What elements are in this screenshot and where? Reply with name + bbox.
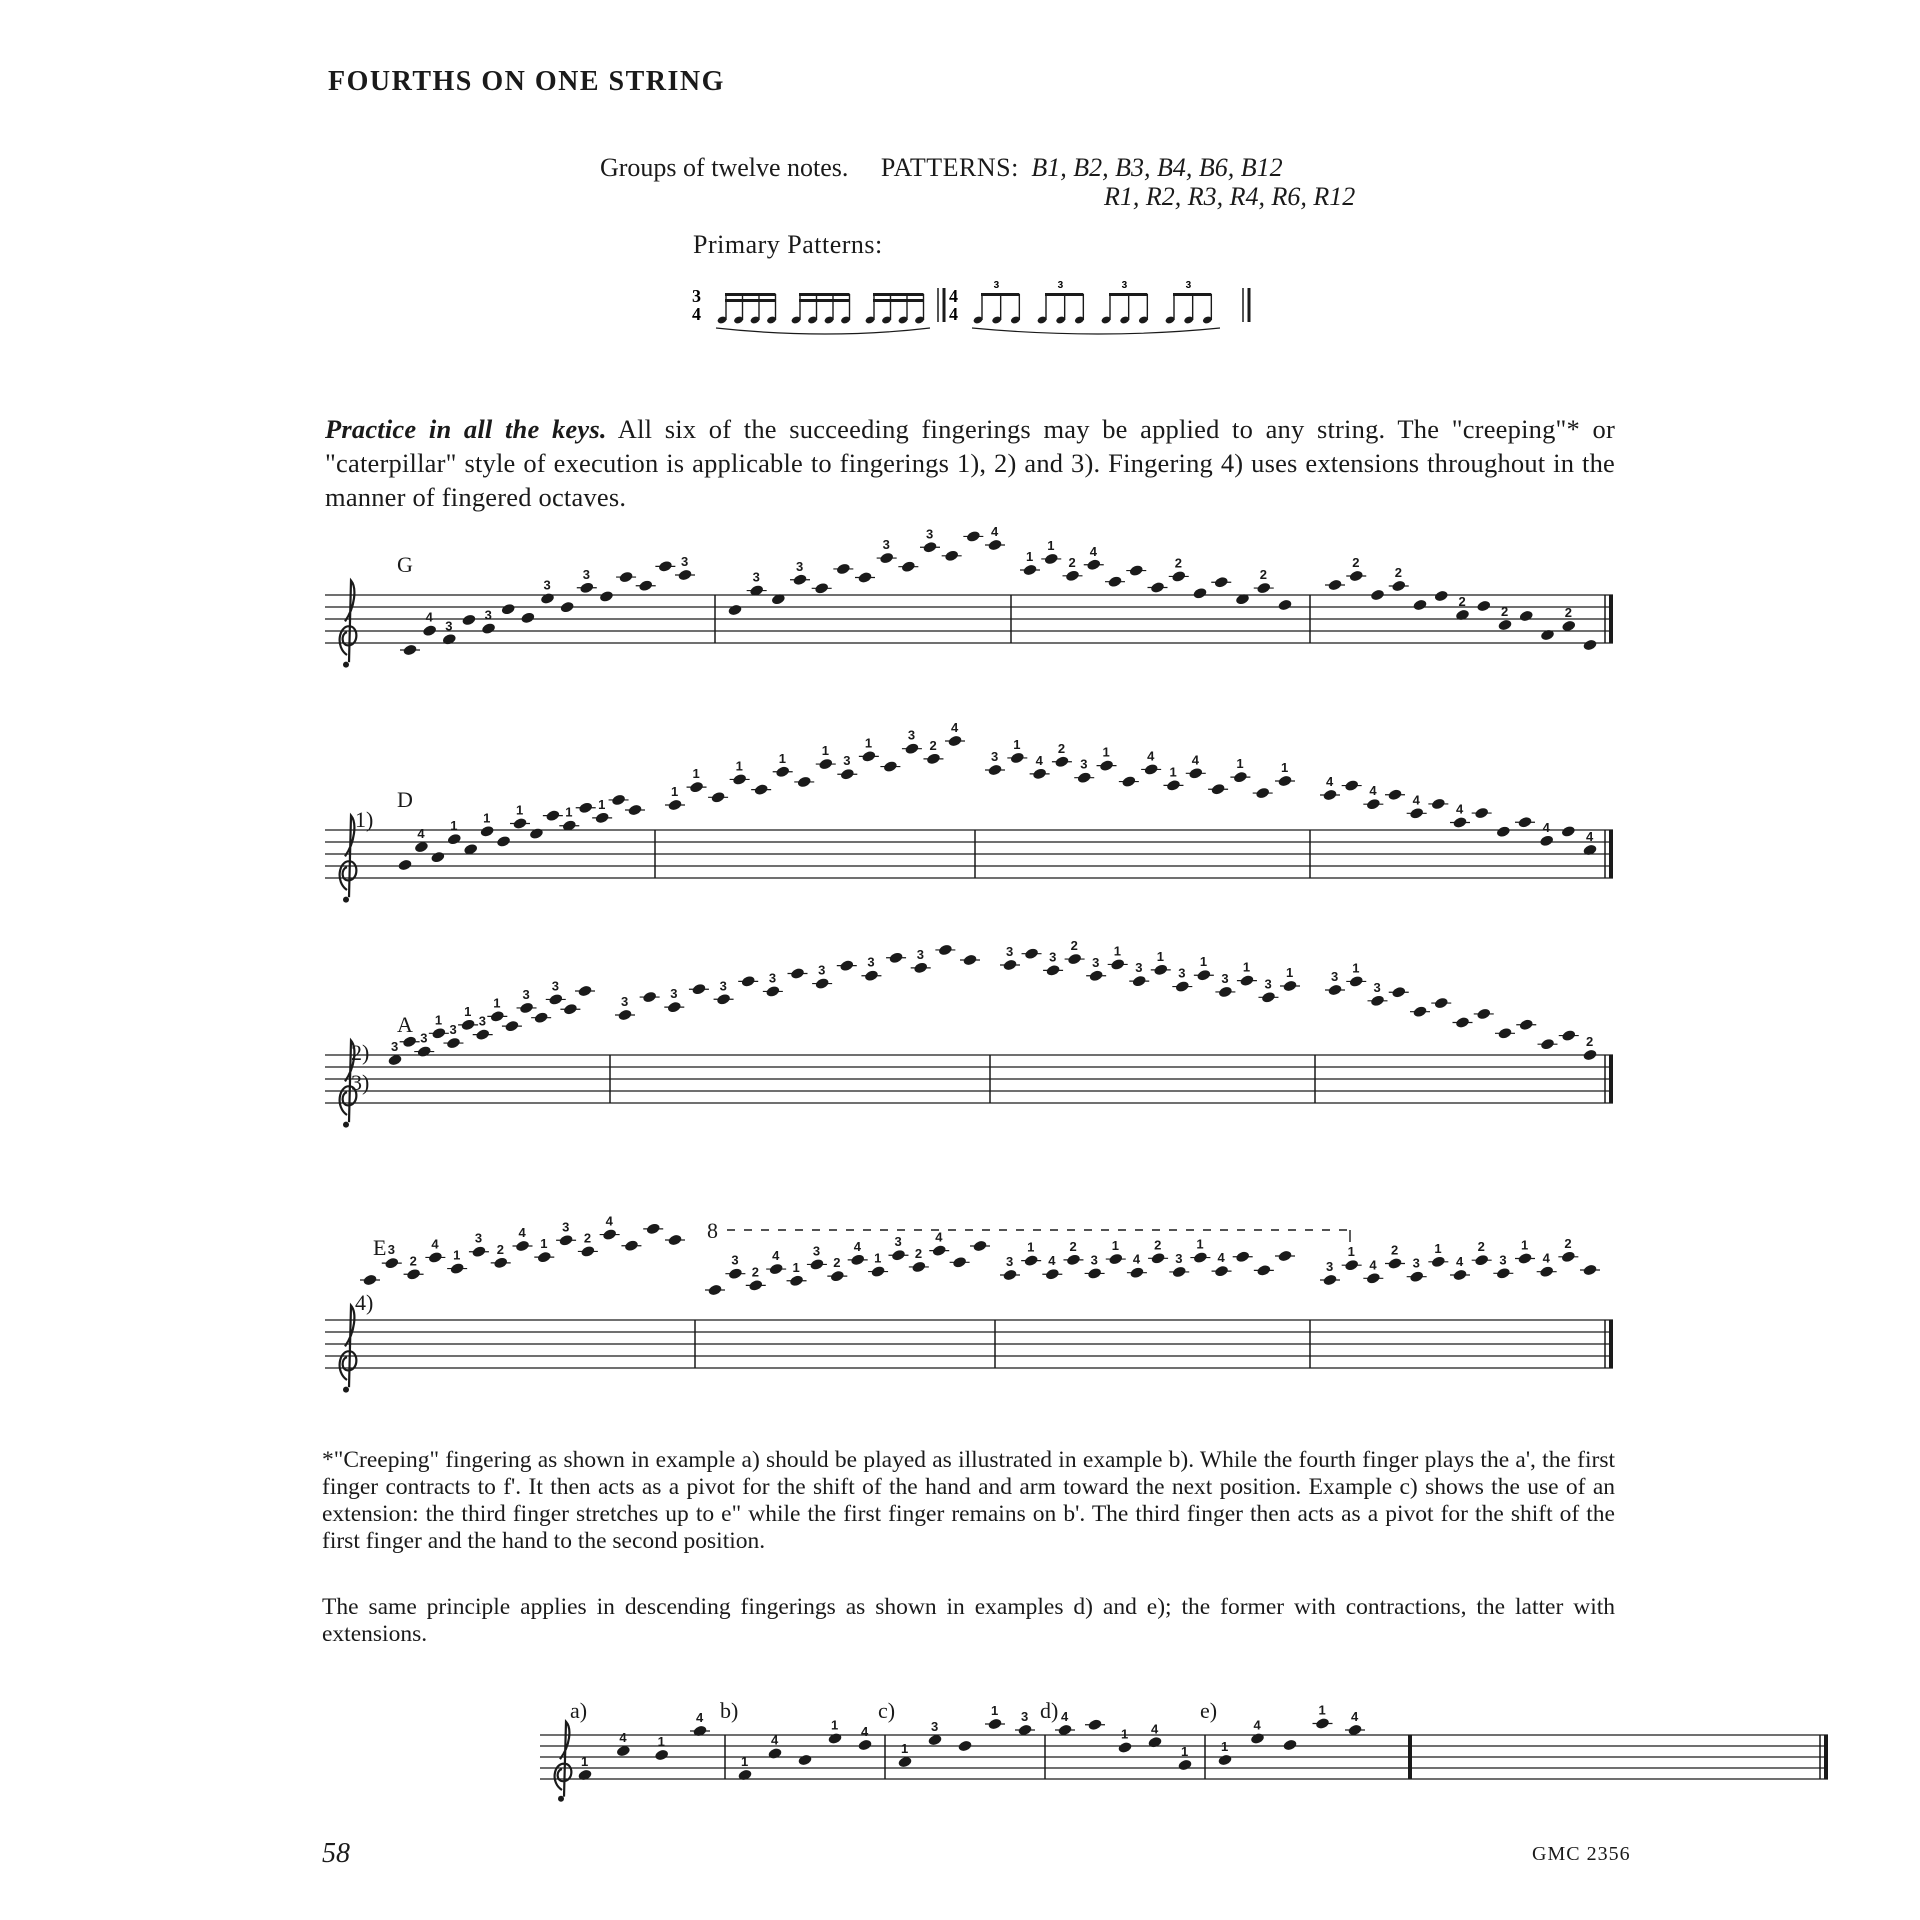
fingering-number: 1 bbox=[991, 1703, 999, 1718]
fingering-number: 3 bbox=[478, 1013, 486, 1029]
fingering-number: 1 bbox=[1169, 764, 1177, 780]
note-head bbox=[559, 601, 574, 614]
note-head bbox=[1497, 618, 1512, 631]
fingering-number: 4 bbox=[951, 720, 959, 735]
note-head bbox=[1582, 1048, 1597, 1061]
fingering-number: 4 bbox=[1586, 829, 1594, 844]
note-head bbox=[1147, 1736, 1162, 1749]
fingering-number: 3 bbox=[1090, 1252, 1098, 1268]
staff-key-label: D bbox=[397, 787, 413, 812]
fingering-label-4: 4) bbox=[355, 1290, 374, 1315]
fingering-number: 2 bbox=[1564, 605, 1572, 620]
fingering-number: 3 bbox=[387, 1242, 396, 1258]
fingering-number: 2 bbox=[1391, 1242, 1399, 1258]
fingering-number: 4 bbox=[1456, 801, 1464, 817]
fingering-number: 3 bbox=[445, 618, 453, 634]
fingering-number: 4 bbox=[425, 609, 433, 625]
fingering-number: 2 bbox=[1501, 604, 1509, 619]
note-head bbox=[1412, 598, 1427, 611]
note-head bbox=[447, 833, 462, 846]
note-head bbox=[481, 622, 496, 635]
fingering-number: 2 bbox=[1057, 740, 1066, 756]
note-head bbox=[599, 590, 614, 603]
fingering-number: 4 bbox=[935, 1229, 943, 1245]
fingering-number: 1 bbox=[1347, 1244, 1355, 1260]
fingering-number: 1 bbox=[1013, 736, 1021, 752]
note-head bbox=[529, 827, 544, 840]
fingering-number: 1 bbox=[792, 1259, 800, 1275]
fingering-number: 3 bbox=[1499, 1252, 1507, 1268]
fingering-number: 4 bbox=[1542, 819, 1550, 835]
music-staff-g bbox=[325, 524, 1615, 690]
treble-clef bbox=[340, 1306, 357, 1388]
fingering-number: 3 bbox=[1412, 1255, 1420, 1271]
note-head bbox=[767, 1747, 782, 1760]
fingering-number: 1 bbox=[657, 1734, 665, 1749]
example-label-a: a) bbox=[570, 1698, 588, 1723]
fingering-number: 3 bbox=[1006, 944, 1014, 959]
patterns-b: B1, B2, B3, B4, B6, B12 bbox=[1031, 153, 1283, 182]
fingering-number: 4 bbox=[1132, 1251, 1141, 1267]
fingering-number: 2 bbox=[1394, 565, 1402, 580]
fingering-number: 4 bbox=[1061, 1709, 1069, 1724]
footnote-1: *"Creeping" fingering as shown in example a) should be played as illustrated in example b). While the fourth finger plays the a', the first finger contracts to f'. It then acts as a pivot for the shift of the hand and arm toward the next position. Example c) shows the use of an extension: the third finger stretches up to e" while the first finger remains on b'. The third finger then acts as a pivot for the shift of the first finger and the hand to the second position. bbox=[322, 1447, 1615, 1554]
fingering-number: 2 bbox=[1259, 567, 1267, 583]
fingering-number: 3 bbox=[681, 554, 689, 569]
fingering-number: 2 bbox=[1352, 555, 1360, 570]
note-head bbox=[797, 1753, 812, 1766]
note-head bbox=[1582, 638, 1597, 651]
fingering-number: 3 bbox=[449, 1022, 457, 1038]
time-sig-2-top: 4 bbox=[949, 286, 958, 306]
fingering-number: 2 bbox=[1564, 1235, 1572, 1251]
note-head bbox=[654, 1748, 669, 1761]
groups-line bbox=[600, 153, 1283, 183]
fingering-number: 2 bbox=[914, 1245, 923, 1261]
note-head bbox=[520, 611, 535, 624]
music-staff-d bbox=[325, 720, 1615, 895]
note-head bbox=[857, 1738, 872, 1751]
fingering-number: 4 bbox=[431, 1236, 439, 1252]
fingering-number: 3 bbox=[1049, 949, 1057, 965]
fingering-number: 3 bbox=[1221, 970, 1229, 986]
fingering-number: 3 bbox=[1178, 965, 1186, 981]
note-head bbox=[1117, 1741, 1132, 1754]
note-head bbox=[1250, 1732, 1265, 1745]
note-head bbox=[957, 1739, 972, 1752]
fingering-number: 1 bbox=[1281, 760, 1289, 775]
fingering-number: 1 bbox=[1113, 943, 1121, 959]
triplet-mark: 3 bbox=[1121, 280, 1128, 291]
fingering-label-1: 1) bbox=[355, 807, 374, 832]
fingering-number: 2 bbox=[1477, 1239, 1485, 1255]
note-head bbox=[1192, 587, 1207, 600]
fingering-number: 4 bbox=[1253, 1717, 1261, 1733]
fingering-number: 1 bbox=[483, 810, 491, 826]
treble-clef bbox=[555, 1722, 572, 1797]
fingering-number: 4 bbox=[619, 1730, 627, 1745]
fingering-number: 3 bbox=[543, 577, 551, 593]
fingering-number: 1 bbox=[1111, 1238, 1120, 1254]
treble-clef bbox=[340, 816, 357, 898]
fingering-number: 3 bbox=[719, 978, 727, 994]
catalog-code: GMC 2356 bbox=[1532, 1843, 1631, 1865]
note-head bbox=[461, 613, 476, 626]
note-head bbox=[501, 603, 516, 616]
fingering-number: 3 bbox=[926, 526, 934, 542]
fingering-number: 1 bbox=[1102, 744, 1110, 760]
note-head bbox=[422, 624, 437, 637]
fingering-number: 1 bbox=[671, 784, 679, 799]
fingering-number: 1 bbox=[516, 802, 524, 818]
patterns-label: PATTERNS: bbox=[880, 153, 1019, 182]
fingering-number: 1 bbox=[1286, 965, 1294, 980]
note-head bbox=[1539, 834, 1554, 847]
fingering-number: 3 bbox=[752, 569, 760, 585]
fingering-number: 1 bbox=[493, 995, 501, 1011]
fingering-number: 4 bbox=[1412, 792, 1420, 808]
fingering-number: 1 bbox=[598, 796, 606, 812]
fingering-number: 3 bbox=[991, 749, 999, 764]
fingering-number: 4 bbox=[1147, 748, 1155, 764]
note-head bbox=[479, 825, 494, 838]
fingering-number: 1 bbox=[741, 1754, 749, 1769]
fingering-number: 1 bbox=[1236, 756, 1244, 772]
fingering-number: 3 bbox=[1092, 954, 1100, 970]
fingering-number: 2 bbox=[496, 1241, 504, 1257]
example-label-d: d) bbox=[1040, 1698, 1059, 1723]
note-head bbox=[430, 851, 445, 864]
fingering-number: 2 bbox=[1174, 555, 1182, 571]
fingering-number: 3 bbox=[768, 970, 777, 986]
note-head bbox=[496, 835, 511, 848]
fingering-number: 3 bbox=[551, 978, 560, 994]
fingering-number: 4 bbox=[1035, 752, 1043, 768]
fingering-number: 4 bbox=[1048, 1253, 1056, 1269]
fingering-number: 1 bbox=[1521, 1237, 1529, 1253]
page-title: FOURTHS ON ONE STRING bbox=[328, 66, 725, 97]
fingering-number: 3 bbox=[1331, 969, 1339, 984]
staff-key-label: E bbox=[373, 1235, 387, 1260]
music-staff-a bbox=[325, 938, 1615, 1130]
note-head bbox=[1561, 825, 1576, 838]
example-label-e: e) bbox=[1200, 1698, 1218, 1723]
fingering-number: 4 bbox=[1456, 1254, 1464, 1269]
fingering-number: 1 bbox=[821, 743, 830, 759]
treble-clef bbox=[340, 581, 357, 663]
fingering-number: 1 bbox=[864, 735, 873, 751]
fingering-number: 3 bbox=[731, 1252, 739, 1268]
note-head bbox=[1282, 1738, 1297, 1751]
note-head bbox=[1519, 609, 1534, 622]
music-staff-e bbox=[325, 1210, 1615, 1380]
fingering-label-2: 2) bbox=[351, 1040, 370, 1065]
fingering-number: 3 bbox=[1021, 1709, 1029, 1724]
fingering-number: 2 bbox=[1586, 1034, 1594, 1049]
fingering-number: 3 bbox=[1006, 1254, 1014, 1269]
fingering-number: 1 bbox=[1121, 1726, 1129, 1742]
fingering-number: 2 bbox=[929, 737, 937, 753]
fingering-number: 4 bbox=[1326, 774, 1334, 789]
fingering-number: 3 bbox=[796, 558, 804, 574]
note-head bbox=[397, 858, 412, 871]
fingering-number: 1 bbox=[1221, 1739, 1229, 1754]
fingering-number: 2 bbox=[1070, 938, 1078, 954]
fingering-number: 4 bbox=[417, 826, 425, 842]
fingering-number: 4 bbox=[772, 1248, 780, 1264]
fingering-number: 3 bbox=[1373, 979, 1381, 995]
staff-key-label: G bbox=[397, 552, 413, 577]
fingering-number: 2 bbox=[1154, 1237, 1162, 1253]
fingering-number: 3 bbox=[391, 1039, 399, 1054]
fingering-number: 1 bbox=[464, 1003, 472, 1019]
primary-patterns-figure bbox=[690, 280, 1270, 340]
fingering-number: 4 bbox=[1151, 1721, 1159, 1737]
triplet-mark: 3 bbox=[993, 280, 1000, 291]
fingering-number: 1 bbox=[1196, 1236, 1204, 1252]
groups-text: Groups of twelve notes. bbox=[600, 153, 849, 182]
fingering-number: 3 bbox=[1264, 976, 1272, 992]
fingering-number: 3 bbox=[1326, 1259, 1334, 1274]
fingering-number: 3 bbox=[916, 946, 924, 962]
primary-patterns-label: Primary Patterns: bbox=[693, 230, 883, 259]
fingering-number: 4 bbox=[861, 1724, 869, 1739]
note-head bbox=[1434, 589, 1449, 602]
note-head bbox=[1217, 1753, 1232, 1766]
fingering-number: 1 bbox=[1199, 954, 1208, 970]
fingering-number: 4 bbox=[518, 1225, 526, 1240]
fingering-number: 3 bbox=[1175, 1250, 1183, 1266]
footnote-2: The same principle applies in descending fingerings as shown in examples d) and e); the former with contractions, the latter with extensions. bbox=[322, 1594, 1615, 1647]
fingering-number: 3 bbox=[843, 753, 851, 769]
fingering-number: 4 bbox=[1351, 1709, 1359, 1724]
fingering-number: 1 bbox=[434, 1012, 443, 1028]
note-head bbox=[1496, 825, 1511, 838]
intro-paragraph bbox=[325, 412, 1615, 514]
time-sig-2-bottom: 4 bbox=[949, 304, 958, 324]
fingering-number: 4 bbox=[1217, 1250, 1225, 1266]
fingering-number: 1 bbox=[1352, 960, 1360, 976]
staff-key-label: A bbox=[397, 1012, 413, 1037]
fingering-number: 4 bbox=[1369, 1257, 1377, 1273]
fingering-number: 3 bbox=[882, 537, 890, 553]
fingering-number: 1 bbox=[540, 1236, 548, 1252]
example-label-c: c) bbox=[878, 1698, 896, 1723]
fingering-number: 3 bbox=[474, 1230, 483, 1246]
fingering-number: 1 bbox=[453, 1247, 461, 1263]
fingering-number: 3 bbox=[670, 986, 678, 1002]
ottava-mark: 8 bbox=[707, 1218, 718, 1243]
fingering-number: 1 bbox=[450, 818, 458, 834]
fingering-number: 2 bbox=[583, 1230, 592, 1246]
fingering-number: 1 bbox=[1318, 1702, 1326, 1718]
fingering-number: 1 bbox=[901, 1741, 909, 1756]
note-head bbox=[1177, 1758, 1192, 1771]
fingering-number: 3 bbox=[562, 1219, 570, 1235]
fingering-number: 3 bbox=[484, 607, 492, 623]
fingering-number: 3 bbox=[907, 727, 916, 743]
fingering-number: 3 bbox=[621, 994, 629, 1009]
fingering-number: 3 bbox=[812, 1243, 821, 1259]
time-sig-1-bottom: 4 bbox=[692, 304, 701, 324]
fingering-number: 2 bbox=[1068, 554, 1076, 570]
note-head bbox=[1370, 588, 1385, 601]
fingering-number: 1 bbox=[1156, 948, 1165, 964]
examples-staff bbox=[540, 1690, 1420, 1810]
time-sig-1-top: 3 bbox=[692, 286, 701, 306]
fingering-number: 1 bbox=[581, 1754, 589, 1769]
fingering-number: 3 bbox=[522, 986, 530, 1002]
triplet-mark: 3 bbox=[1185, 280, 1192, 291]
fingering-number: 1 bbox=[692, 766, 700, 782]
fingering-number: 2 bbox=[409, 1253, 417, 1269]
fingering-number: 1 bbox=[874, 1250, 882, 1266]
note-head bbox=[1277, 598, 1292, 611]
fingering-label-3: 3) bbox=[351, 1070, 370, 1095]
fingering-number: 4 bbox=[605, 1213, 613, 1229]
fingering-number: 4 bbox=[991, 524, 999, 539]
fingering-number: 1 bbox=[1181, 1744, 1189, 1759]
fingering-number: 2 bbox=[1069, 1238, 1077, 1254]
fingering-number: 3 bbox=[1135, 960, 1143, 976]
example-label-b: b) bbox=[720, 1698, 739, 1723]
fingering-number: 2 bbox=[833, 1255, 841, 1271]
fingering-number: 1 bbox=[735, 758, 743, 774]
fingering-number: 4 bbox=[771, 1732, 779, 1748]
fingering-number: 1 bbox=[1434, 1240, 1442, 1256]
fingering-number: 4 bbox=[1542, 1250, 1550, 1266]
fingering-number: 4 bbox=[696, 1710, 704, 1725]
fingering-number: 1 bbox=[1242, 959, 1251, 975]
fingering-number: 3 bbox=[1080, 756, 1088, 772]
fingering-number: 1 bbox=[778, 750, 786, 766]
note-head bbox=[1476, 599, 1491, 612]
note-head bbox=[827, 1732, 842, 1745]
triplet-mark: 3 bbox=[1057, 280, 1064, 291]
fingering-number: 1 bbox=[565, 804, 573, 820]
fingering-number: 3 bbox=[894, 1234, 902, 1250]
note-head bbox=[442, 633, 457, 646]
fingering-number: 4 bbox=[1191, 752, 1200, 768]
fingering-number: 2 bbox=[1458, 594, 1466, 609]
fingering-number: 1 bbox=[831, 1717, 839, 1733]
fingering-number: 3 bbox=[931, 1719, 939, 1734]
fingering-number: 3 bbox=[420, 1030, 428, 1046]
patterns-r: R1, R2, R3, R4, R6, R12 bbox=[1104, 182, 1356, 211]
intro-emphasis: Practice in all the keys. bbox=[325, 414, 607, 444]
fingering-number: 3 bbox=[818, 962, 826, 978]
fingering-number: 1 bbox=[1027, 1239, 1035, 1255]
fingering-number: 3 bbox=[582, 566, 591, 582]
fingering-number: 4 bbox=[1369, 783, 1377, 799]
fingering-number: 2 bbox=[751, 1264, 760, 1280]
note-head bbox=[540, 592, 555, 605]
fingering-number: 1 bbox=[1026, 549, 1034, 564]
note-head bbox=[727, 603, 742, 616]
page-number: 58 bbox=[322, 1838, 350, 1869]
fingering-number: 4 bbox=[853, 1238, 861, 1254]
fingering-number: 3 bbox=[867, 954, 875, 970]
fingering-number: 4 bbox=[1089, 543, 1097, 559]
fingering-number: 1 bbox=[1047, 537, 1055, 553]
intro-text: All six of the succeeding fingerings may be applied to any string. The "creeping"* or "caterpillar" style of execution is applicable to fingerings 1), 2) and 3). Fingering 4) uses extensions throughout in the manner of fingered octaves. bbox=[325, 414, 1615, 512]
